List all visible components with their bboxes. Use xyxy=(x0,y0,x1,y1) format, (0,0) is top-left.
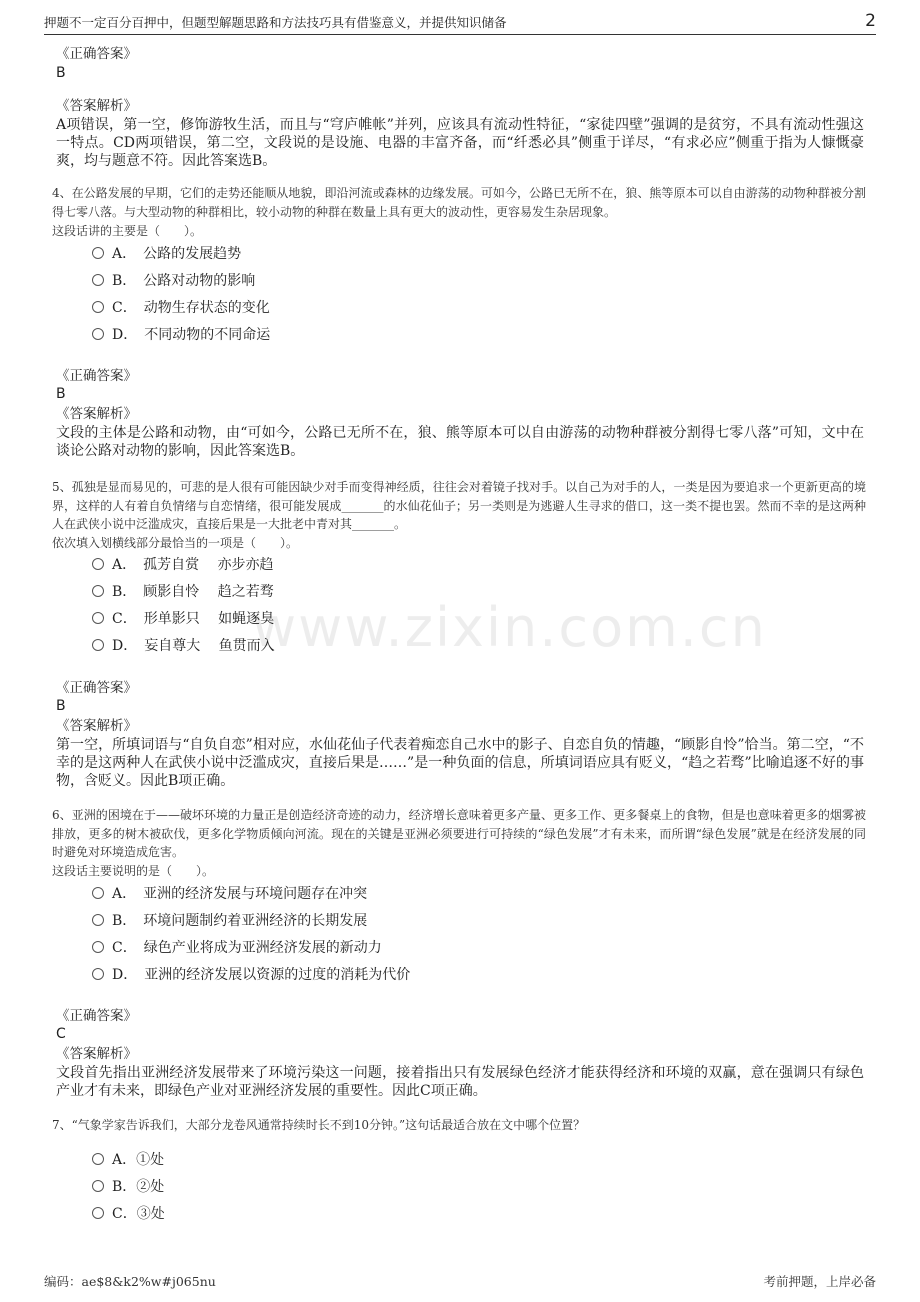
radio-icon[interactable] xyxy=(92,639,104,651)
analysis-label: 《答案解析》 xyxy=(56,1046,137,1062)
correct-answer-value: B xyxy=(56,386,66,402)
question-4-option-a[interactable]: A． 公路的发展趋势 xyxy=(92,245,241,263)
radio-icon[interactable] xyxy=(92,328,104,340)
radio-icon[interactable] xyxy=(92,914,104,926)
question-6-prompt: 这段话主要说明的是（ ）。 xyxy=(52,864,215,878)
question-6-option-c[interactable]: C． 绿色产业将成为亚洲经济发展的新动力 xyxy=(92,939,382,957)
question-5-stem: 5、孤独是显而易见的，可悲的是人很有可能因缺少对手而变得神经质，往往会对着镜子找对手。以自己为对手的人，一类是因为要追求一个更新更高的境界，这样的人有着自负情绪与自恋情绪，很可能发展成_______的水仙花仙子；另一类则是为逃避人生寻求的借口，这一类不提也罢。然而不幸的是这两种人在武侠小说中泛滥成灾，直接后果是一大批老中青对其_______。 xyxy=(52,480,866,531)
question-7-option-a[interactable]: A．①处 xyxy=(92,1151,164,1169)
question-5-option-a[interactable]: A． 孤芳自赏 亦步亦趋 xyxy=(92,556,274,574)
analysis-label: 《答案解析》 xyxy=(56,406,137,422)
correct-answer-label: 《正确答案》 xyxy=(56,368,137,384)
analysis-label: 《答案解析》 xyxy=(56,718,137,734)
correct-answer-label: 《正确答案》 xyxy=(56,46,137,62)
radio-icon[interactable] xyxy=(92,968,104,980)
page-number: 2 xyxy=(865,11,876,31)
analysis-text: A项错误，第一空，修饰游牧生活，而且与“穹庐帷帐”并列，应该具有流动性特征，“家徒四壁”强调的是贫穷，不具有流动性强这一特点。CD两项错误，第二空，文段说的是设施、电器的丰富齐备，而“纤悉必具”侧重于详尽，“有求必应”侧重于指为人慷慨豪爽，均与题意不符。因此答案选B。 xyxy=(56,117,864,169)
radio-icon[interactable] xyxy=(92,887,104,899)
correct-answer-value: B xyxy=(56,65,66,81)
question-7-stem: 7、“气象学家告诉我们，大部分龙卷风通常持续时长不到10分钟。”这句话最适合放在文中哪个位置？ xyxy=(52,1118,586,1132)
radio-icon[interactable] xyxy=(92,941,104,953)
question-7-option-b[interactable]: B．②处 xyxy=(92,1178,164,1196)
question-4-prompt: 这段话讲的主要是（ ）。 xyxy=(52,224,203,238)
analysis-text: 文段的主体是公路和动物，由“可如今，公路已无所不在，狼、熊等原本可以自由游荡的动物种群被分割得七零八落”可知，文中在谈论公路对动物的影响，因此答案选B。 xyxy=(56,425,864,459)
analysis-text: 第一空，所填词语与“自负自恋”相对应，水仙花仙子代表着痴恋自己水中的影子、自恋自负的情趣，“顾影自怜”恰当。第二空，“不幸的是这两种人在武侠小说中泛滥成灾，直接后果是……”是一种负面的信息，所填词语应具有贬义，“趋之若骛”比喻追逐不好的事物，含贬义。因此B项正确。 xyxy=(56,737,864,789)
radio-icon[interactable] xyxy=(92,612,104,624)
question-4-option-d[interactable]: D． 不同动物的不同命运 xyxy=(92,326,270,344)
radio-icon[interactable] xyxy=(92,301,104,313)
question-5-prompt: 依次填入划横线部分最恰当的一项是（ ）。 xyxy=(52,536,299,550)
header-note: 押题不一定百分百押中，但题型解题思路和方法技巧具有借鉴意义，并提供知识储备 xyxy=(44,15,507,30)
analysis-label: 《答案解析》 xyxy=(56,98,137,114)
question-5-option-b[interactable]: B． 顾影自怜 趋之若骛 xyxy=(92,583,274,601)
correct-answer-value: B xyxy=(56,698,66,714)
question-5-option-c[interactable]: C． 形单影只 如蝇逐臭 xyxy=(92,610,274,628)
correct-answer-value: C xyxy=(56,1026,66,1042)
question-6-option-a[interactable]: A． 亚洲的经济发展与环境问题存在冲突 xyxy=(92,885,367,903)
question-4-option-c[interactable]: C． 动物生存状态的变化 xyxy=(92,299,270,317)
correct-answer-label: 《正确答案》 xyxy=(56,1008,137,1024)
question-4-option-b[interactable]: B． 公路对动物的影响 xyxy=(92,272,255,290)
radio-icon[interactable] xyxy=(92,558,104,570)
correct-answer-label: 《正确答案》 xyxy=(56,680,137,696)
question-4-stem: 4、在公路发展的早期，它们的走势还能顺从地貌，即沿河流或森林的边缘发展。可如今，公路已无所不在，狼、熊等原本可以自由游荡的动物种群被分割得七零八落。与大型动物的种群相比，较小动物的种群在数量上具有更大的波动性，更容易发生杂居现象。 xyxy=(52,186,866,219)
radio-icon[interactable] xyxy=(92,1180,104,1192)
radio-icon[interactable] xyxy=(92,1207,104,1219)
question-6-stem: 6、亚洲的困境在于——破坏环境的力量正是创造经济奇迹的动力，经济增长意味着更多产量、更多工作、更多餐桌上的食物，但是也意味着更多的烟雾被排放，更多的树木被砍伐，更多化学物质倾向河流。现在的关键是亚洲必须要进行可持续的“绿色发展”才有未来，而所谓“绿色发展”就是在经济发展的同时避免对环境造成危害。 xyxy=(52,808,866,859)
radio-icon[interactable] xyxy=(92,1153,104,1165)
watermark: www.zixin.com.cn xyxy=(252,596,767,659)
question-6-option-d[interactable]: D． 亚洲的经济发展以资源的过度的消耗为代价 xyxy=(92,966,410,984)
question-5-option-d[interactable]: D． 妄自尊大 鱼贯而入 xyxy=(92,637,275,655)
radio-icon[interactable] xyxy=(92,585,104,597)
analysis-text: 文段首先指出亚洲经济发展带来了环境污染这一问题，接着指出只有发展绿色经济才能获得经济和环境的双赢，意在强调只有绿色产业才有未来，即绿色产业对亚洲经济发展的重要性。因此C项正确。 xyxy=(56,1065,864,1099)
radio-icon[interactable] xyxy=(92,247,104,259)
footer-code: 编码：ae$8&k2%w#j065nu xyxy=(44,1274,216,1289)
question-6-option-b[interactable]: B． 环境问题制约着亚洲经济的长期发展 xyxy=(92,912,367,930)
page-header xyxy=(44,12,876,35)
radio-icon[interactable] xyxy=(92,274,104,286)
question-7-option-c[interactable]: C．③处 xyxy=(92,1205,165,1223)
footer-slogan: 考前押题，上岸必备 xyxy=(763,1274,876,1289)
